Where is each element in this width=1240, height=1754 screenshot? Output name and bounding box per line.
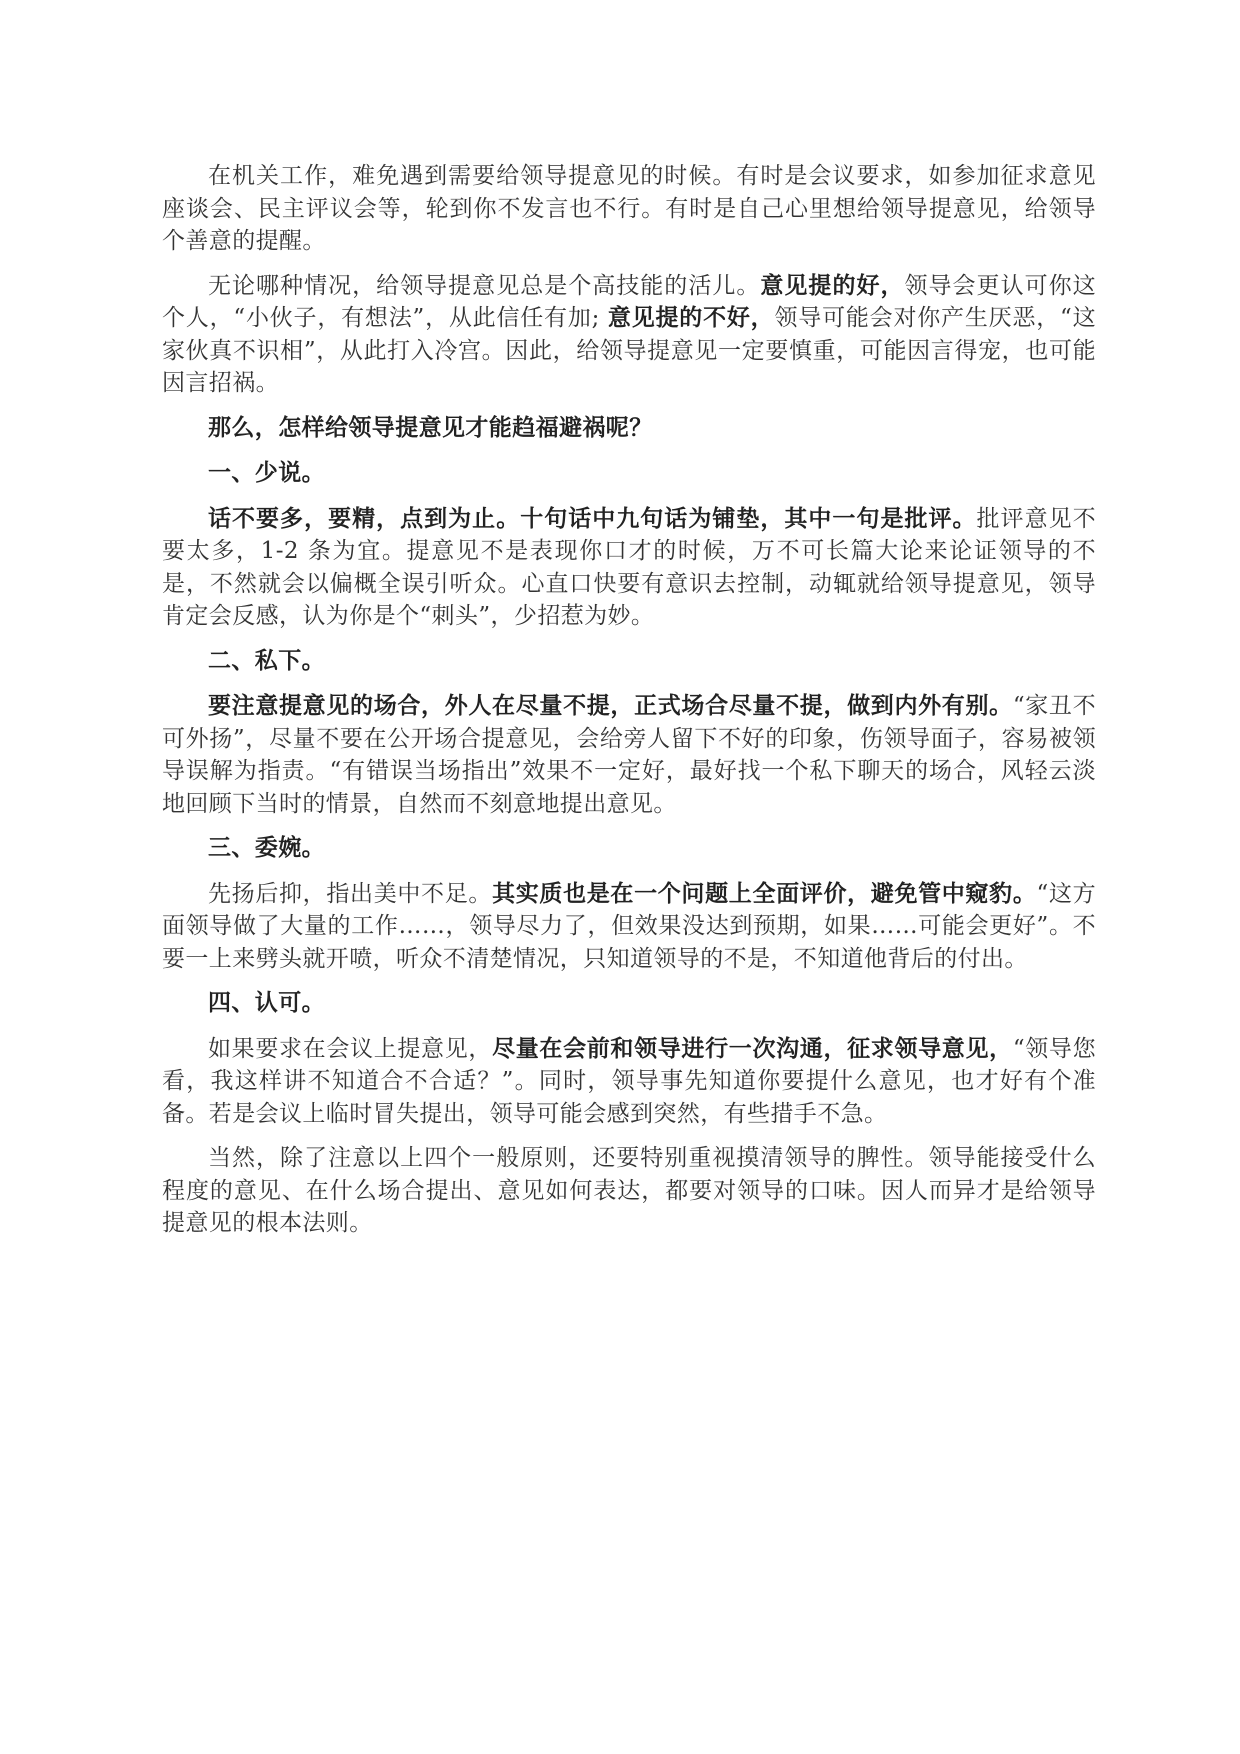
- section-heading-2: [162, 645, 1096, 678]
- opinion-paragraph: [162, 270, 1096, 400]
- section-paragraph-3: [162, 878, 1096, 976]
- question-text: 那么，怎样给领导提意见才能趋福避祸呢？: [208, 413, 653, 441]
- section-paragraph-4: [162, 1033, 1096, 1131]
- section-paragraph-2: [162, 690, 1096, 820]
- opinion-text-a: 无论哪种情况，给领导提意见总是个高技能的活儿。: [208, 272, 761, 299]
- section-1-heading-text: 一、少说。: [208, 459, 325, 486]
- section-3-text: “这方面领导做了大量的工作……，领导尽力了，但效果没达到预期，如果……可能会更好”。不要一上来劈头就开喷，听众不清楚情况，只知道领导的不是，不知道他背后的付出。: [162, 880, 1096, 972]
- intro-text: 在机关工作，难免遇到需要给领导提意见的时候。有时是会议要求，如参加征求意见座谈会、民主评议会等，轮到你不发言也不行。有时是自己心里想给领导提意见，给领导个善意的提醒。: [162, 163, 1096, 254]
- section-heading-4: [162, 987, 1096, 1020]
- section-4-heading-text: 四、认可。: [208, 989, 325, 1016]
- section-4-bold-text: 尽量在会前和领导进行一次沟通，征求领导意见，: [492, 1034, 1013, 1062]
- question-heading: [162, 412, 1096, 445]
- section-2-text: “家丑不可外扬”，尽量不要在公开场合提意见，会给旁人留下不好的印象，伤领导面子，容易被领导误解为指责。“有错误当场指出”效果不一定好，最好找一个私下聊天的场合，风轻云淡地回顾下当时的情景，自然而不刻意地提出意见。: [162, 693, 1097, 817]
- opinion-text-c: 领导会更认可你这个人，“小伙子，有想法”，从此信任有加;: [162, 272, 1097, 331]
- section-heading-1: [162, 457, 1096, 490]
- section-3-heading-text: 三、委婉。: [208, 834, 325, 861]
- opinion-bad-bold: 意见提的不好，: [607, 304, 775, 331]
- section-2-bold-text: 要注意提意见的场合，外人在尽量不提，正式场合尽量不提，做到内外有别。: [208, 692, 1013, 719]
- opinion-good-bold: 意见提的好，: [760, 271, 905, 299]
- section-heading-3: [162, 832, 1096, 865]
- conclusion-paragraph: [162, 1142, 1096, 1240]
- opinion-text-e: 领导可能会对你产生厌恶，“这家伙真不识相”，从此打入冷宫。因此，给领导提意见一定要慎重，可能因言得宠，也可能因言招祸。: [162, 305, 1096, 396]
- section-3-bold-text: 其实质也是在一个问题上全面评价，避免管中窥豹。: [492, 879, 1037, 907]
- document-body: [162, 160, 1096, 1252]
- section-2-heading-text: 二、私下。: [208, 646, 325, 674]
- section-3-pre-text: 先扬后抑，指出美中不足。: [208, 880, 493, 907]
- section-1-text: 批评意见不要太多，1-2 条为宜。提意见不是表现你口才的时候，万不可长篇大论来论证领导的不是，不然就会以偏概全误引听众。心直口快要有意识去控制，动辄就给领导提意见，领导肯定会反感，认为你是个“刺头”，少招惹为妙。: [162, 505, 1096, 629]
- conclusion-text: 当然，除了注意以上四个一般原则，还要特别重视摸清领导的脾性。领导能接受什么程度的意见、在什么场合提出、意见如何表达，都要对领导的口味。因人而异才是给领导提意见的根本法则。: [162, 1145, 1096, 1236]
- section-4-pre-text: 如果要求在会议上提意见，: [208, 1035, 493, 1062]
- section-1-bold-text: 话不要多，要精，点到为止。十句话中九句话为铺垫，其中一句是批评。: [208, 504, 977, 532]
- section-4-text: “领导您看，我这样讲不知道合不合适？”。同时，领导事先知道你要提什么意见，也才好有个准备。若是会议上临时冒失提出，领导可能会感到突然，有些措手不急。: [162, 1035, 1096, 1127]
- section-paragraph-1: [162, 503, 1096, 633]
- intro-paragraph: [162, 160, 1096, 258]
